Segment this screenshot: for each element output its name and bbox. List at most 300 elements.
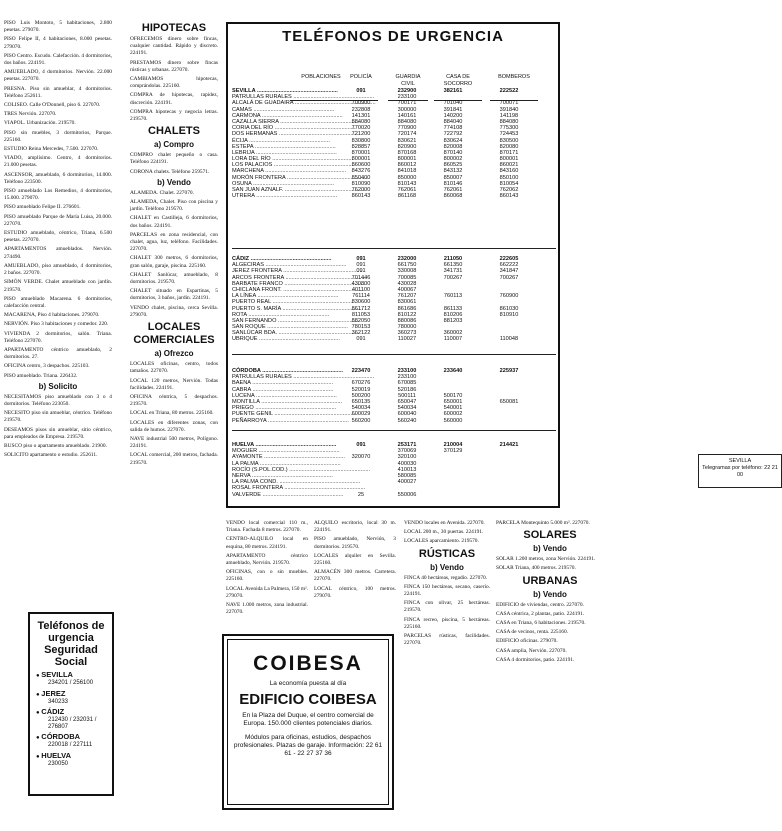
classified-ad: ALMACÉN 300 metros. Carretera. 227070. (314, 569, 396, 583)
classified-ad: OFICINA centro, 3 despachos. 225103. (4, 363, 90, 370)
phone-number: 775300 (499, 125, 519, 132)
phone-number: 884080 (351, 118, 371, 125)
phone-number: 820900 (397, 143, 417, 150)
town-name: HUELVA ..... (232, 442, 337, 448)
sevilla-note-text: Telegramas por teléfono: 22 21 00 (702, 465, 778, 478)
phone-number: 600029 (351, 411, 371, 418)
town-name: PATRULLAS RURALES ..... (232, 94, 337, 100)
section-divider (232, 354, 556, 355)
classified-ad: DESEAMOS pisos sin amueblar, sitio céntrico, para empleados de Empresa. 219570. (4, 426, 112, 440)
phone-number: 810206 (443, 311, 463, 318)
phone-number: 091 (356, 262, 366, 269)
classified-ad: LOCAL 200 m., 30 puertas. 224191. (404, 529, 484, 536)
city-name: ● CÓRDOBA (36, 733, 106, 742)
town-name: SAN ROQUE ..... (232, 324, 337, 330)
phone-number: 830600 (351, 299, 371, 306)
seguridad-social-cities (36, 671, 106, 767)
phone-number: 670276 (351, 380, 371, 387)
phone-number: 860143 (499, 193, 519, 200)
town-name: DOS HERMANAS ..... (232, 131, 337, 137)
phone-number: 140200 (443, 112, 463, 119)
town-name: ROCÍO (S.POL.COD.) ..... (232, 467, 337, 473)
phone-number: 810054 (499, 180, 519, 187)
town-name: ÉCIJA ..... (232, 138, 337, 144)
city-name: ● SEVILLA (36, 671, 106, 680)
classified-ad: COMPRA hipotecas y negocia letras. 219570. (130, 108, 218, 123)
city-phones: 230050 (48, 760, 69, 767)
town-name: MONTILLA ..... (232, 399, 337, 405)
phone-number: 800001 (351, 156, 371, 163)
phone-number: 810090 (351, 180, 371, 187)
town-name: ARCOS FRONTERA ..... (232, 275, 337, 281)
phone-number: 830500 (499, 137, 519, 144)
town-name: ROSAL FRONTERA ..... (232, 485, 337, 491)
classified-ad: SOLAR Triana, 400 metros. 219570. (496, 565, 576, 572)
town-name: NERVA ..... (232, 473, 337, 479)
phone-number: 762061 (397, 187, 417, 193)
classified-ad: NAVE industrial 500 metros, Polígono. 224191. (130, 435, 218, 450)
classified-ad: ASCENSOR, amueblado, 6 dormitorios, 14.000. Teléfono 223500. (4, 171, 112, 185)
phone-number: 330008 (397, 268, 417, 275)
town-name: ALCALÁ DE GUADAIRA ..... (232, 100, 337, 106)
town-name: CORIA DEL RÍO ..... (232, 125, 337, 131)
phone-number: 232000 (397, 256, 417, 262)
classified-ad: NECESITAMOS piso amueblado con 3 o 4 dormitorios. Teléfono 223050. (4, 393, 112, 407)
phone-number: 091 (356, 256, 366, 262)
city-name: ● HUELVA (36, 752, 106, 761)
phone-number: 370069 (397, 448, 417, 455)
section-huelva (232, 442, 552, 498)
town-name: LEBRIJA ..... (232, 150, 337, 156)
phone-number: 400027 (397, 479, 417, 486)
town-name: PUERTO S. MARÍA ..... (232, 306, 337, 312)
phone-number: 430800 (351, 280, 371, 287)
col5-ads-c (404, 520, 490, 546)
classified-ad: PISO amueblado Los Remedios, 4 dormitorios, 15.000. 279070. (4, 188, 112, 202)
town-name: CAMAS ..... (232, 107, 337, 113)
phone-number: 700267 (499, 274, 519, 281)
phone-number: 500111 (398, 392, 416, 399)
classified-ad: FINCA recreo, piscina, 5 hectáreas. 225160. (404, 616, 490, 630)
phone-number: 500200 (351, 392, 371, 399)
town-name: VALVERDE ..... (232, 492, 337, 498)
phone-number: 701446 (351, 274, 371, 281)
phone-number: 650135 (351, 398, 371, 405)
town-name: PUENTE GENIL ..... (232, 411, 337, 417)
phone-number: 140161 (397, 112, 417, 119)
classified-ad: EDIFICIO oficinas. 279070. (496, 638, 558, 645)
classified-ad: PISO amueblado, Nervión, 3 dormitorios. 219570. (314, 536, 396, 550)
classified-ad: PISO amueblado. Triana. 226432. (4, 372, 78, 379)
chalets-compro-ads (130, 152, 218, 176)
phone-number: 233640 (443, 368, 463, 374)
phone-number: 540034 (351, 405, 371, 412)
phone-number: 843132 (443, 168, 463, 175)
phone-number: 223470 (351, 368, 371, 374)
section-divider (232, 430, 556, 431)
solares-subhead: b) Vendo (533, 544, 567, 554)
town-name: OSUNA ..... (232, 181, 337, 187)
classified-ad: APARTAMENTOS amueblados. Nervión. 274490. (4, 246, 112, 260)
phone-number: 110007 (443, 336, 463, 343)
classified-ad: LOCALES en diferentes zonas, con salida de humos. 227070. (130, 419, 218, 433)
classified-ad: AMUEBLADO, 4 dormitorios. Nervión. 22.000 pesetas. 227070. (4, 69, 112, 83)
phone-number: 761207 (397, 293, 417, 300)
phone-number: 774108 (443, 125, 463, 132)
town-name: SAN JUAN AZNALF. ..... (232, 187, 337, 193)
phone-number: 360273 (397, 330, 417, 337)
phone-number: 800002 (443, 156, 463, 163)
town-name: ESTEPA ..... (232, 144, 337, 150)
phone-number: 091 (356, 88, 366, 94)
city-phones: 234201 / 256100 (48, 680, 94, 686)
classified-ad: PRESTAMOS dinero sobre fincas rústicas y urbanas. 227070. (130, 59, 218, 73)
classified-ad: CORONA chalets. Teléfono 259571. (130, 168, 210, 175)
phone-number: 850007 (443, 174, 463, 181)
phone-number: 841018 (397, 168, 417, 175)
classified-ad: VIAPOL. Urbanización. 219570. (4, 120, 76, 127)
classified-ad: VIVIENDA 2 dormitorios, salón. Triana. Teléfono 227070. (4, 330, 112, 344)
section-cordoba (232, 368, 552, 424)
phone-number: 881203 (443, 317, 463, 324)
classified-ad: CAMBIAMOS hipotecas, comprándolas. 225160. (130, 76, 218, 90)
phone-number: 882050 (351, 317, 371, 324)
urgency-phones-table (226, 22, 778, 508)
phone-number: 540034 (397, 405, 417, 412)
town-name: CAZALLA SIERRA ..... (232, 119, 337, 125)
phone-number: 701040 (443, 100, 463, 107)
phone-number: 661750 (397, 262, 417, 269)
rusticas-heading: RÚSTICAS (418, 547, 476, 560)
town-name: MOGUER ..... (232, 448, 337, 454)
phone-number: 253171 (397, 442, 417, 448)
town-name: SEVILLA ..... (232, 88, 337, 94)
city-name: ● CÁDIZ (36, 708, 106, 717)
phone-number: 810910 (499, 311, 519, 318)
urbanas-ads (496, 602, 604, 664)
classified-ad: CASA en Triana, 6 habitaciones. 219570. (496, 620, 586, 627)
classifieds-column-5 (404, 520, 490, 810)
phone-number: 560200 (351, 417, 371, 424)
section-sevilla (232, 88, 552, 199)
phone-number: 600002 (443, 411, 463, 418)
phone-number: 884040 (443, 118, 463, 125)
classified-ad: PISO amueblado Parque de María Luisa, 20.000. 227070. (4, 213, 112, 227)
phone-number: 550006 (397, 491, 417, 498)
phone-number: 210004 (443, 442, 463, 448)
phone-number: 222605 (499, 256, 519, 262)
phone-number: 810146 (443, 180, 463, 187)
phone-number: 861712 (351, 305, 371, 312)
town-name: MORÓN FRONTERA ..... (232, 175, 337, 181)
coibesa-advert (222, 634, 394, 810)
classified-ad: CHALET en Castilleja, 6 dormitorios, dos baños. 224191. (130, 215, 218, 229)
town-name: MARCHENA ..... (232, 168, 337, 174)
classified-ad: CHALET Sanlúcar, amueblado, 8 dormitorios. 219570. (130, 271, 218, 286)
classified-ad: CHALET 300 metros, 6 dormitorios, gran salón, garaje, piscina. 225160. (130, 255, 218, 269)
town-name: UBRIQUE ..... (232, 336, 337, 342)
classified-ad: PISO Luis Montoto, 5 habitaciones, 2.800 pesetas. 279070. (4, 20, 112, 34)
classified-ad: COMPRO chalet pequeño o casa. Teléfono 224191. (130, 152, 218, 166)
classified-ad: ALAMEDA. Chalet. 227070. (130, 189, 194, 196)
urgency-phones-title: TELÉFONOS DE URGENCIA (282, 28, 504, 45)
coibesa-body-2: Módulos para oficinas, estudios, despachos profesionales. Plazas de garaje. Información: 22 61 61 - 22 27 37 36 (233, 734, 383, 757)
header-guardia-civil: GUARDIA CIVIL (395, 74, 421, 87)
phone-number: 860525 (443, 162, 463, 169)
seguridad-social-title: Teléfonos de urgencia Seguridad Social (37, 620, 105, 668)
classified-ad: LOCAL comercial, 200 metros, fachada. 219570. (130, 452, 218, 466)
phone-number: 760900 (499, 293, 519, 300)
sevilla-telegram-note (698, 454, 782, 488)
classifieds-column-1 (4, 20, 112, 610)
classified-ad: PISO Centro. Escudo. Calefacción. 4 dormitorios, dos baños. 224191. (4, 52, 112, 67)
city-phones: 340233 (48, 698, 69, 705)
phone-number: 843276 (351, 168, 371, 175)
classified-ad: PRESNA. Piso sin amueblar, 4 dormitorios. Teléfono 252611. (4, 85, 112, 99)
coibesa-body: En la Plaza del Duque, el centro comercial de Europa. 150.000 clientes potenciales diarios. (242, 712, 374, 727)
town-name: ALGECIRAS ..... (232, 262, 337, 268)
classified-ad: LOCAL céntrico, 100 metros. 279070. (314, 585, 396, 599)
phone-number: 721200 (351, 131, 371, 138)
phone-number: 650001 (443, 398, 463, 405)
rusticas-ads (404, 575, 490, 648)
phone-number: 828857 (351, 143, 371, 150)
col4-ads-a (226, 520, 308, 618)
classified-ad: CASA amplia, Nervión. 227070. (496, 647, 567, 654)
phone-number: 810122 (397, 311, 417, 318)
section-cadiz (232, 256, 552, 343)
phone-number: 850400 (351, 174, 371, 181)
classified-ad: CHALET situado en Espartinas, 5 dormitorios, 3 baños, jardín. 224191. (130, 288, 218, 302)
town-name: SAN FERNANDO ..... (232, 318, 337, 324)
phone-number: 300000 (397, 106, 417, 113)
phone-number: 520019 (351, 386, 371, 393)
phone-number: 232900 (397, 88, 417, 94)
phone-number: 770900 (397, 125, 417, 132)
hipotecas-heading: HIPOTECAS (141, 22, 207, 34)
phone-number: 811053 (351, 311, 371, 318)
classified-ad: LOCAL Avenida La Palmera, 150 m². 279070. (226, 585, 309, 599)
classified-ad: OFRECEMOS dinero sobre fincas, cualquier cantidad. Rápido y discreto. 224191. (130, 36, 218, 57)
town-name: SANLÚCAR BDA. ..... (232, 330, 337, 336)
classified-ad: PISO Felipe II, 4 habitaciones, 8.000 pesetas. 279070. (4, 36, 112, 50)
col4-ads-b (314, 520, 396, 618)
phone-number: 320070 (351, 454, 371, 461)
phone-number: 724453 (499, 131, 519, 138)
col1-ads-bottom (4, 394, 112, 460)
phone-number: 720174 (397, 131, 417, 138)
classified-ad: ALAMEDA, Chalet. Piso con piscina y jardín. Teléfono 219570. (130, 199, 218, 213)
phone-number: 870001 (351, 149, 371, 156)
town-name: CARMONA ..... (232, 113, 337, 119)
phone-number: 341847 (499, 268, 519, 275)
phone-number: 870168 (397, 149, 417, 156)
phone-number: 520186 (397, 386, 417, 393)
phone-number: 860012 (397, 162, 417, 169)
phone-number: 700267 (443, 274, 463, 281)
phone-number: 830621 (397, 137, 417, 144)
solares-heading: SOLARES (523, 529, 577, 542)
classifieds-column-6 (496, 520, 604, 810)
phone-number: 670085 (397, 380, 417, 387)
phone-number: 580085 (397, 472, 417, 479)
chalets-heading: CHALETS (148, 125, 200, 138)
parcela-ad: PARCELA Montequinto 5.000 m². 227070. (496, 520, 590, 526)
phone-number: 662222 (499, 262, 519, 269)
col1-subhead: b) Solicito (38, 381, 78, 391)
classified-ad: BUSCO piso o apartamento amueblado. 21900. (4, 442, 107, 449)
phone-number: 800001 (499, 156, 519, 163)
classified-ad: VENDO locales en Avenida. 227070. (404, 520, 485, 526)
phone-number: 110027 (397, 336, 417, 343)
phone-number: 400067 (397, 286, 417, 293)
classified-ad: TRES Nervión. 227070. (4, 111, 57, 118)
classified-ad: FINCA 40 hectáreas, regadío. 227070. (404, 574, 488, 581)
phone-number: 211050 (443, 256, 463, 262)
classified-ad: LOCAL 120 metros, Nervión. Todas facilidades. 224191. (130, 377, 218, 391)
phone-number: 820080 (499, 143, 519, 150)
col1-ads-top (4, 20, 112, 380)
coibesa-tagline: La economía puesta al día (269, 680, 347, 687)
classified-ad: CENTRO-ALQUILO local en esquina, 80 metros. 224191. (226, 536, 308, 550)
classified-ad: VENDO local comercial 110 m., Triana. Fachada 8 metros. 227070. (226, 520, 308, 534)
classified-ad: PARCELAS rústicas, facilidades. 227070. (404, 633, 490, 647)
city-phones: 220018 / 227111 (48, 742, 93, 748)
phone-number: 600040 (397, 411, 417, 418)
classifieds-column-2 (130, 20, 218, 814)
phone-number: 382161 (443, 88, 463, 94)
town-name: LORA DEL RÍO ..... (232, 156, 337, 162)
town-name: LA PALMA COND. ..... (232, 479, 337, 485)
classified-ad: OFICINAS, con o sin muebles. 225160. (226, 569, 308, 583)
classified-ad: PISO sin muebles, 3 dormitorios, Parque. 225160. (4, 129, 112, 143)
classified-ad: ESTUDIO amueblado, céntrico, Triana, 6.500 pesetas. 227070. (4, 230, 112, 244)
header-bomberos: BOMBEROS (498, 74, 530, 80)
classified-ad: OFICINA céntrica, 5 despachos. 219570. (130, 393, 218, 408)
urbanas-subhead: b) Vendo (533, 589, 567, 599)
phone-number: 362122 (351, 330, 371, 337)
phone-number: 401100 (351, 286, 371, 293)
phone-number: 360002 (443, 330, 463, 337)
phone-number: 233100 (397, 94, 417, 101)
classified-ad: ESTUDIO Reina Mercedes, 7.500. 227070. (4, 146, 99, 153)
rusticas-subhead: b) Vendo (430, 562, 464, 572)
town-name: LOS PALACIOS ..... (232, 162, 337, 168)
phone-number: 225937 (499, 368, 519, 374)
phone-number: 370129 (443, 448, 463, 455)
phone-number: 870171 (499, 149, 519, 156)
phone-number: 880086 (397, 317, 417, 324)
locales-ads (130, 361, 218, 467)
phone-number: 762061 (443, 187, 463, 193)
classified-ad: PARCELAS en zona residencial, con chalet, agua, luz, teléfono. Facilidades. 227070. (130, 231, 218, 253)
town-name: JEREZ FRONTERA ..... (232, 268, 337, 274)
town-name: LUCENA ..... (232, 393, 337, 399)
phone-number: 222522 (499, 88, 519, 94)
classified-ad: VENDO chalet, piscina, cerca Sevilla. 279070. (130, 304, 218, 318)
town-name: PEÑARROYA ..... (232, 418, 337, 424)
town-name: LA PALMA ..... (232, 461, 337, 467)
phone-number: 400030 (397, 460, 417, 467)
header-policia: POLICÍA (350, 74, 372, 80)
phone-number: 091 (356, 336, 366, 343)
phone-number: 830624 (443, 137, 463, 144)
phone-row (232, 418, 552, 424)
town-name: BARBATE FRANCO ..... (232, 281, 337, 287)
classified-ad: PISO amueblado Macarena. 6 dormitorios, calefacción central. (4, 295, 112, 309)
phone-number: 700085 (397, 274, 417, 281)
classified-ad: FINCA 150 hectáreas, secano, caserío. 224191. (404, 583, 490, 598)
town-name: LA LÍNEA ..... (232, 293, 337, 299)
phone-number: 500170 (443, 392, 463, 399)
phone-number: 650047 (397, 398, 417, 405)
phone-number: 850000 (397, 174, 417, 181)
phone-number: 391841 (443, 106, 463, 113)
phone-row (232, 193, 552, 199)
classified-ad: PISO amueblado Felipe II. 276601. (4, 204, 81, 211)
chalets-vendo-ads (130, 190, 218, 319)
classified-ad: COLISEO. Calle O'Donnell, piso 6. 227070. (4, 102, 101, 109)
phone-number: 661350 (443, 262, 463, 269)
classified-ad: NECESITO piso sin amueblar, céntrico. Teléfono 219570. (4, 410, 112, 424)
phone-number: 830061 (397, 299, 417, 306)
phone-number: 760113 (443, 293, 463, 300)
phone-row (232, 492, 552, 498)
town-name: AYAMONTE ..... (232, 454, 337, 460)
phone-number: 320100 (397, 454, 417, 461)
phone-number: 232808 (351, 106, 371, 113)
phone-number: 780000 (397, 324, 417, 331)
town-name: CÓRDOBA ..... (232, 368, 337, 374)
town-name: BAENA ..... (232, 380, 337, 386)
phone-number: 861030 (499, 305, 519, 312)
classified-ad: FINCA con olivar, 25 hectáreas. 219570. (404, 600, 490, 614)
phone-number: 233100 (397, 374, 417, 381)
classified-ad: CASA céntrica, 2 plantas, patio. 224191. (496, 610, 585, 617)
phone-number: 091 (356, 268, 366, 275)
phone-number: 884080 (499, 118, 519, 125)
phone-number: 860600 (351, 162, 371, 169)
phone-number: 884080 (397, 118, 417, 125)
classified-ad: CASA de vecinos, renta. 225160. (496, 629, 569, 636)
phone-number: 820008 (443, 143, 463, 150)
phone-number: 391840 (499, 106, 519, 113)
phone-number: 214421 (499, 442, 519, 448)
coibesa-brand: COIBESA (253, 652, 363, 675)
town-name: PUERTO REAL ..... (232, 299, 337, 305)
classified-ad: NAVE 1.000 metros, zona industrial. 227070. (226, 602, 308, 616)
phone-number: 850100 (499, 174, 519, 181)
section-divider (232, 248, 556, 249)
classified-ad: LOCALES oficinas, centro, todos tamaños. 227070. (130, 361, 218, 375)
phone-number: 110048 (499, 336, 519, 343)
chalets-vendo-subhead: b) Vendo (157, 177, 191, 187)
classified-ad: APARTAMENTO céntrico amueblado, 2 dormitorios. 27. (4, 346, 112, 361)
phone-number: 830800 (351, 137, 371, 144)
phone-number: 560000 (443, 417, 463, 424)
town-name: UTRERA ..... (232, 193, 337, 199)
classified-ad: SIMÓN VERDE. Chalet amueblado con jardín. 219570. (4, 279, 112, 293)
phone-number: 700071 (499, 100, 519, 107)
phone-number: 762000 (351, 187, 371, 193)
phone-number: 860068 (443, 193, 463, 200)
phone-number: 141198 (499, 112, 519, 119)
classified-ad: ALQUILO escritorio, local 30 m. 224191. (314, 520, 396, 534)
phone-number: 780153 (351, 324, 371, 331)
phone-number: 770020 (351, 125, 371, 132)
phone-number: 25 (357, 491, 365, 498)
classified-ad: SOLAR 1.200 metros, zona Nervión. 224191. (496, 556, 596, 563)
